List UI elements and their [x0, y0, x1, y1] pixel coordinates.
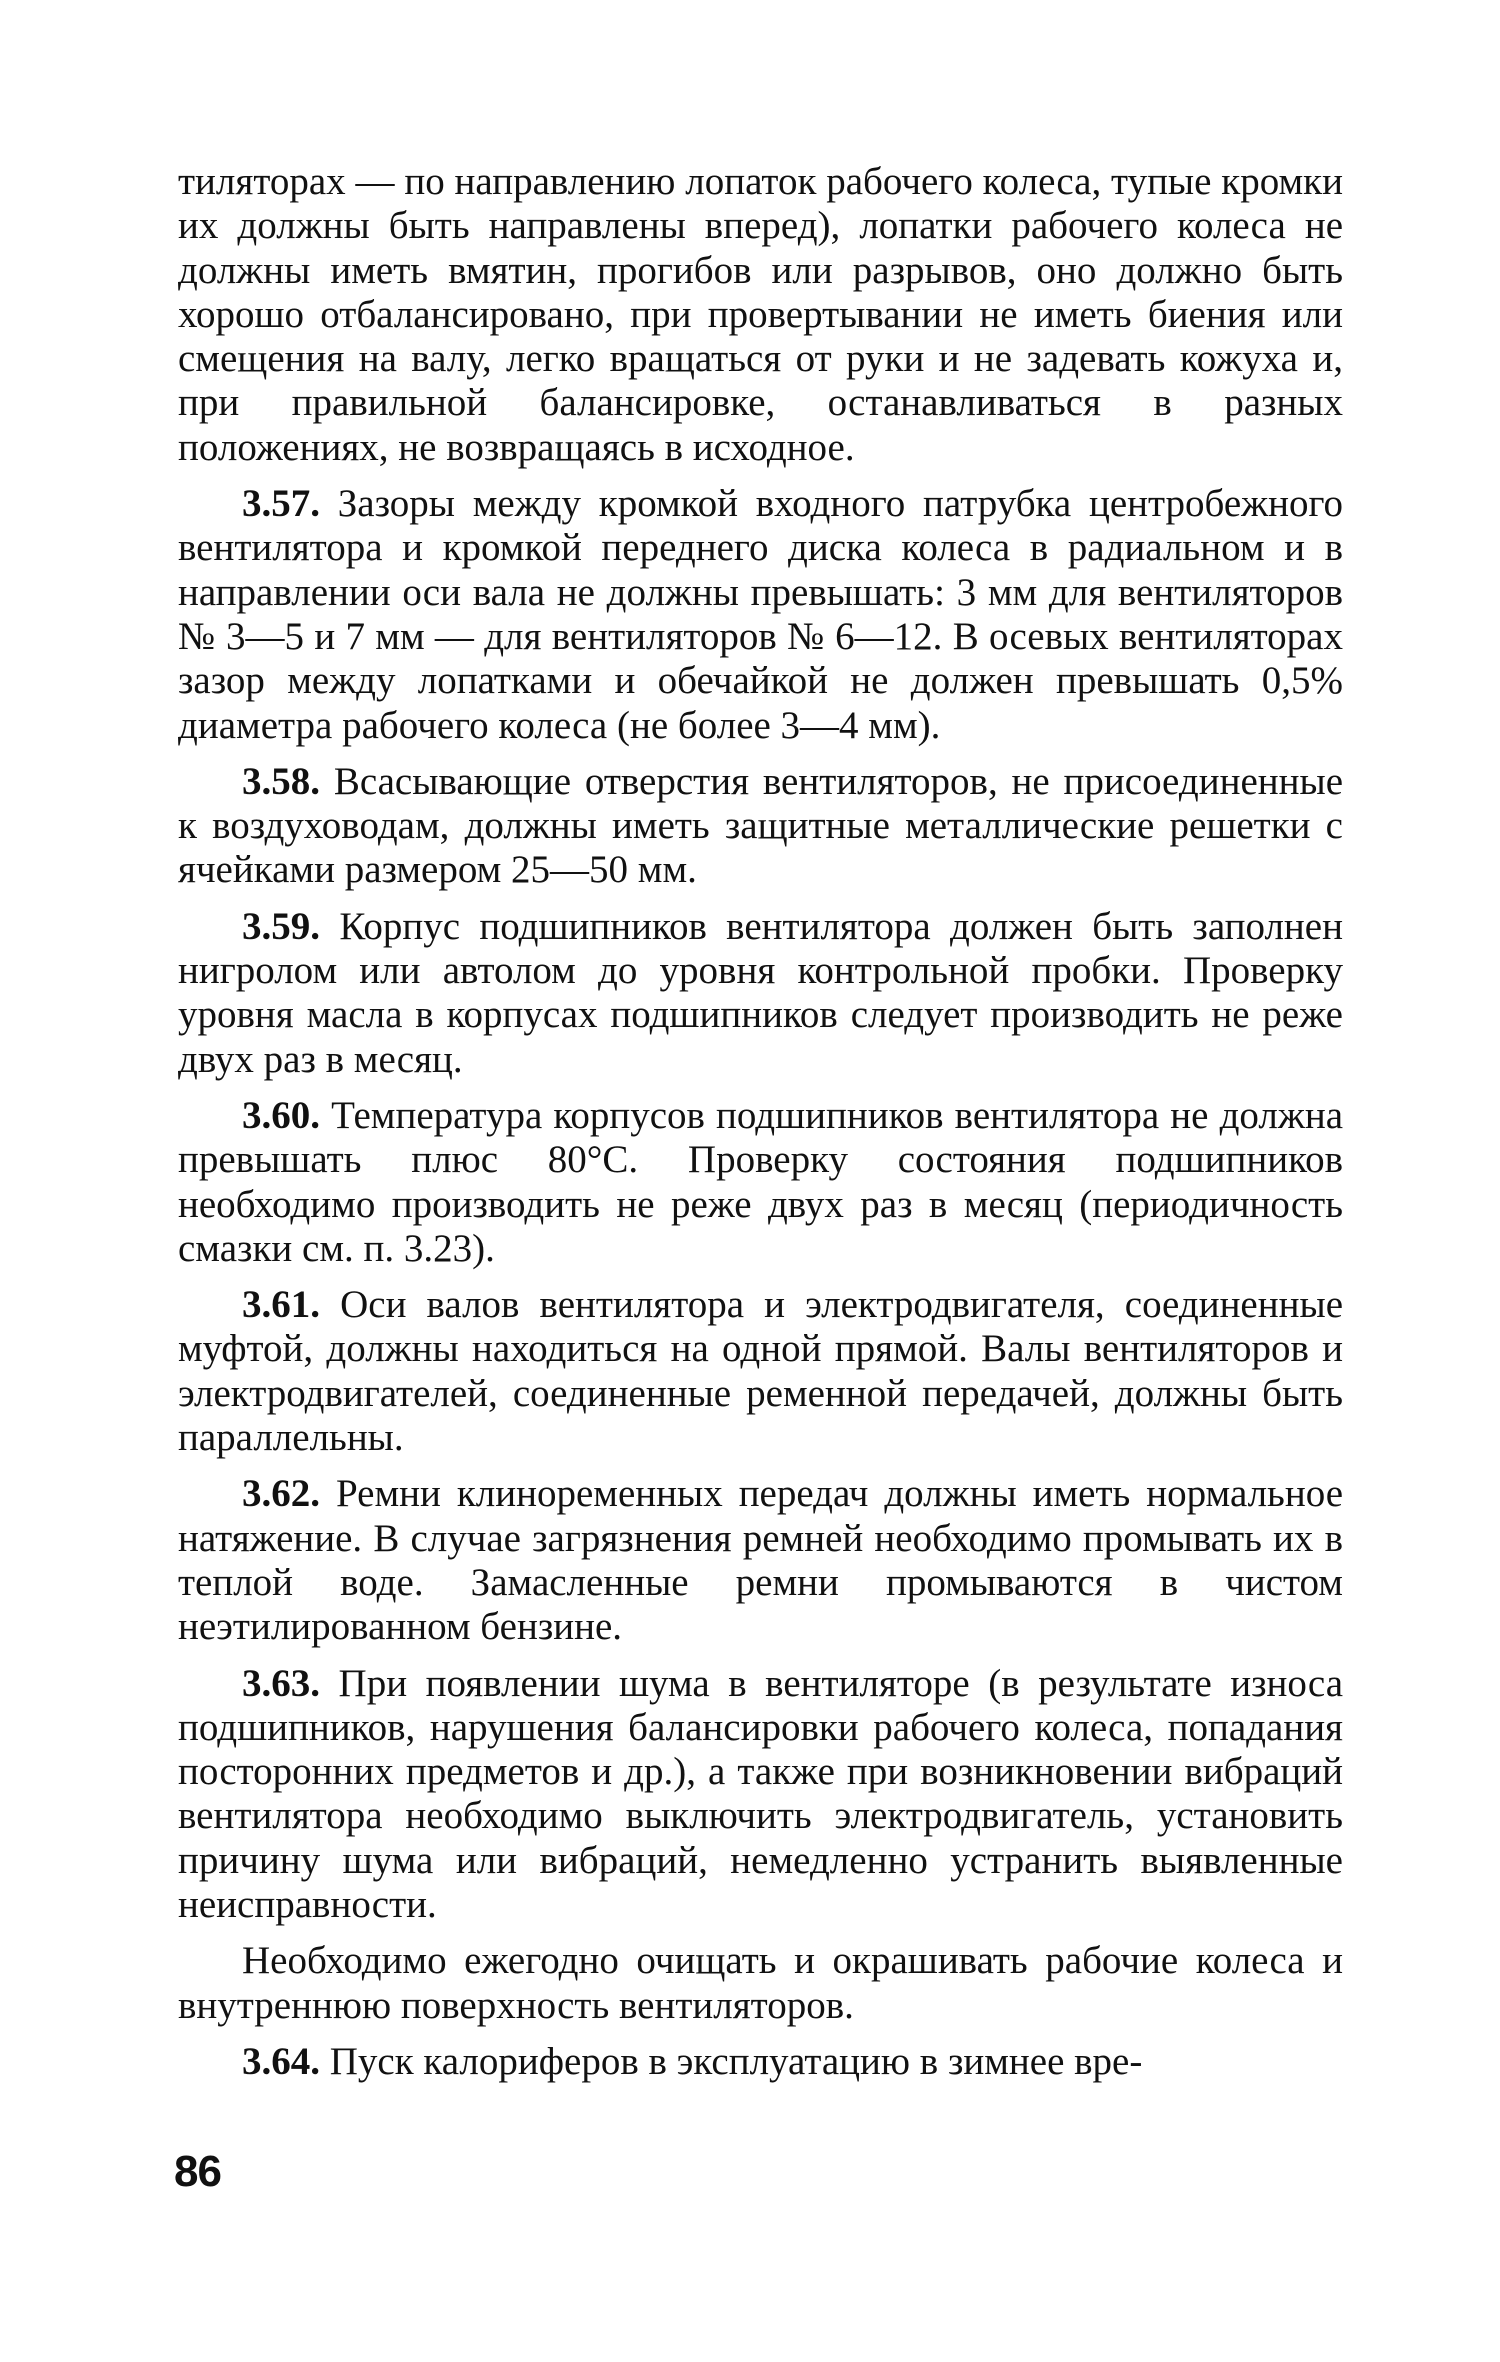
- paragraph-annual-cleaning: [178, 1939, 1343, 2028]
- paragraph-3-63: [178, 1662, 1343, 1928]
- paragraph-3-64: [178, 2040, 1343, 2084]
- paragraph-3-60: [178, 1094, 1343, 1271]
- clause-number: 3.60.: [242, 1093, 320, 1137]
- paragraph-text: При появлении шума в вентиляторе (в результате износа подшипников, нарушения балансировки рабочего колеса, попадания посторонних предметов и др.), а также при возникновении вибраций вентилятора необходимо выключить электродвигатель, установить причину шума или вибраций, немедленно устранить выявленные неисправности.: [178, 1661, 1343, 1926]
- paragraph-text: Пуск калориферов в эксплуатацию в зимнее вре-: [329, 2039, 1143, 2083]
- paragraph-text: Ремни клиноременных передач должны иметь нормальное натяжение. В случае загрязнения ремней необходимо промывать их в теплой воде. Замасленные ремни промываются в чистом неэтилированном бензине.: [178, 1472, 1344, 1649]
- paragraph-3-61: [178, 1283, 1343, 1460]
- clause-number: 3.64.: [242, 2039, 320, 2083]
- clause-number: 3.58.: [242, 759, 320, 803]
- clause-number: 3.62.: [242, 1472, 320, 1516]
- paragraph-text: Оси валов вентилятора и электродвигателя, соединенные муфтой, должны находиться на одной прямой. Валы вентиляторов и электродвигателей, соединенные ременной передачей, должны быть параллельны.: [178, 1283, 1344, 1460]
- paragraph-text: Всасывающие отверстия вентиляторов, не присоединенные к воздуховодам, должны иметь защитные металлические решетки с ячейками размером 25—50 мм.: [178, 759, 1344, 892]
- paragraph-3-62: [178, 1472, 1343, 1649]
- clause-number: 3.57.: [242, 482, 320, 526]
- page-number: 86: [174, 2147, 221, 2196]
- paragraph-text: Корпус подшипников вентилятора должен быть заполнен нигролом или автолом до уровня контрольной пробки. Проверку уровня масла в корпусах подшипников следует производить не реже двух раз в месяц.: [178, 904, 1343, 1081]
- paragraph-3-58: [178, 760, 1343, 893]
- clause-number: 3.61.: [242, 1283, 320, 1327]
- body-text: [178, 160, 1343, 2096]
- paragraph-3-59: [178, 905, 1343, 1082]
- clause-number: 3.59.: [242, 904, 320, 948]
- clause-number: 3.63.: [242, 1661, 320, 1705]
- paragraph-text: Температура корпусов подшипников вентилятора не должна превышать плюс 80°С. Проверку состояния подшипников необходимо производить не реже двух раз в месяц (периодичность смазки см. п. 3.23).: [178, 1093, 1344, 1270]
- paragraph-continuation: [178, 160, 1343, 470]
- paragraph-text: тиляторах — по направлению лопаток рабочего колеса, тупые кромки их должны быть направлены вперед), лопатки рабочего колеса не должны иметь вмятин, прогибов или разрывов, оно должно быть хорошо отбалансировано, при провертывании не иметь биения или смещения на валу, легко вращаться от руки и не задевать кожуха и, при правильной балансировке, останавливаться в разных положениях, не возвращаясь в исходное.: [178, 160, 1343, 469]
- paragraph-text: Необходимо ежегодно очищать и окрашивать рабочие колеса и внутреннюю поверхность вентиляторов.: [178, 1939, 1343, 2027]
- paragraph-3-57: [178, 482, 1343, 748]
- paragraph-text: Зазоры между кромкой входного патрубка центробежного вентилятора и кромкой переднего диска колеса в радиальном и в направлении оси вала не должны превышать: 3 мм для вентиляторов № 3—5 и 7 мм — для вентиляторов № 6—12. В осевых вентиляторах зазор между лопатками и обечайкой не должен превышать 0,5% диаметра рабочего колеса (не более 3—4 мм).: [178, 482, 1343, 747]
